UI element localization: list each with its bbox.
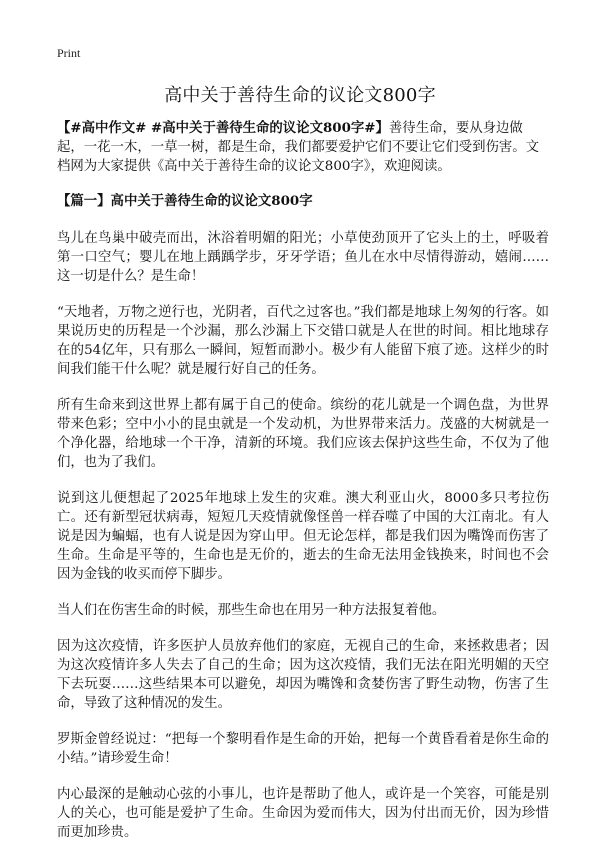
page-title: 高中关于善待生命的议论文800字 — [164, 85, 436, 106]
print-link[interactable]: Print — [57, 46, 81, 60]
body-paragraph: 当人们在伤害生命的时候，那些生命也在用另一种方法报复着他。 — [57, 603, 446, 618]
body-paragraph: “天地者，万物之逆行也，光阴者，百代之过客也。”我们都是地球上匆匆的行客。如果说历史的历程是一个沙漏，那么沙漏上下交错口就是人在世的时间。相比地球存在的54亿年，只有那么一瞬间，短暂而渺小。极少有人能留下痕了迹。这样少的时间我们能干什么呢？就是履行好自己的任务。 — [57, 305, 549, 377]
body-paragraph: 因为这次疫情，许多医护人员放弃他们的家庭，无视自己的生命，来拯救患者；因为这次疫情许多人失去了自己的生命；因为这次疫情，我们无法在阳光明媚的天空下去玩耍……这些结果本可以避免，却因为嘴馋和贪婪伤害了野生动物，伤害了生命，导致了这种情况的发生。 — [57, 639, 549, 711]
body-paragraph: 罗斯金曾经说过：“把每一个黎明看作是生命的开始，把每一个黄昏看着是你生命的小结。”请珍爱生命！ — [57, 732, 549, 766]
article-body — [57, 119, 549, 859]
body-paragraph: 说到这儿便想起了2025年地球上发生的灾难。澳大利亚山火，8000多只考拉伤亡。还有新型冠状病毒，短短几天疫情就像怪兽一样吞噬了中国的大江南北。有人说是因为蝙蝠，也有人说是因为穿山甲。但无论怎样，都是我们因为嘴馋而伤害了生命。生命是平等的，生命也是无价的，逝去的生命无法用金钱换来，时间也不会因为金钱的收买而停下脚步。 — [57, 491, 549, 582]
body-paragraph: 所有生命来到这世界上都有属于自己的使命。缤纷的花儿就是一个调色盘，为世界带来色彩；空中小小的昆虫就是一个发动机，为世界带来活力。茂盛的大树就是一个净化器，给地球一个干净，清新的环境。我们应该去保护这些生命，不仅为了他们，也为了我们。 — [57, 398, 549, 470]
intro-tag: 【#高中作文# #高中关于善待生命的议论文800字#】 — [57, 120, 389, 136]
intro-paragraph — [57, 119, 549, 176]
body-paragraph: 鸟儿在鸟巢中破壳而出，沐浴着明媚的阳光；小草使劲顶开了它头上的土，呼吸着第一口空气；婴儿在地上踽踽学步，牙牙学语；鱼儿在水中尽情得游动，嬉闹……这一切是什么？是生命！ — [57, 231, 549, 284]
section-heading: 【篇一】高中关于善待生命的议论文800字 — [57, 193, 313, 209]
intro-text: 善待生命，要从身边做起，一花一木，一草一树，都是生命，我们都要爱护它们不要让它们受到伤害。文档网为大家提供《高中关于善待生命的议论文800字》，欢迎阅读。 — [57, 121, 540, 174]
body-paragraph: 内心最深的是触动心弦的小事儿，也许是帮助了他人，或许是一个笑容，可能是别人的关心，也可能是爱护了生命。生命因为爱而伟大，因为付出而无价，因为珍惜而更加珍贵。 — [57, 787, 549, 840]
